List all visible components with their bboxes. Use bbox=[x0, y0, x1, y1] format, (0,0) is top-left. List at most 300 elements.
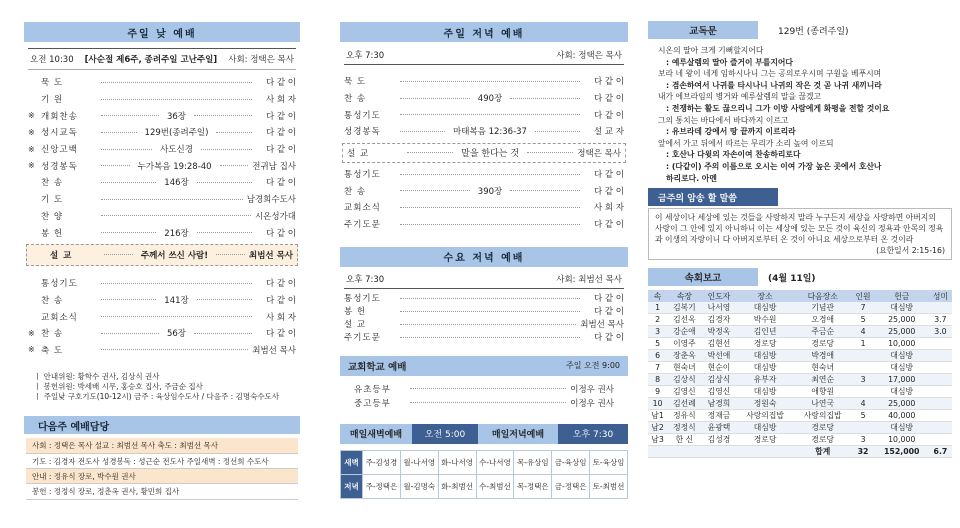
cell-value bbox=[852, 386, 875, 398]
memory-title: 금주의 암송 할 말씀 bbox=[648, 188, 778, 206]
order-person: 다 같 이 bbox=[593, 307, 624, 317]
cell-value: 3 bbox=[852, 374, 875, 386]
service-note: ㅣ 주일낮 구호기도(10-12시) 금주 : 육상임수도사 / 다음주 : 김명숙수도사 bbox=[34, 392, 280, 402]
prayer-cell: 수-최범선 bbox=[476, 474, 514, 498]
order-row bbox=[24, 174, 300, 191]
required-mark: ※ bbox=[28, 127, 35, 137]
cell-value: 김인년 bbox=[736, 326, 794, 338]
responsive-header bbox=[648, 20, 952, 40]
verse-text: 하리로다. 아멘 bbox=[666, 173, 717, 183]
total-label: 합계 bbox=[794, 446, 852, 458]
cell-value: 김성경 bbox=[702, 434, 737, 446]
order-person: 다 같 이 bbox=[265, 228, 296, 239]
cell-value: 10,000 bbox=[875, 338, 929, 350]
order-person: 사 회 자 bbox=[265, 312, 296, 323]
cell-value: 9 bbox=[648, 386, 667, 398]
order-label: 묵 도 bbox=[41, 78, 64, 89]
order-label: 찬 송 bbox=[41, 329, 64, 340]
evening-time: 오후 7:30 bbox=[346, 51, 385, 61]
wednesday-service-title: 수요 저녁 예배 bbox=[340, 247, 628, 267]
next-week-row: 기도 : 김경자 전도사 성경봉독 : 성근순 전도사 주일새벽 : 정선희 수도사 bbox=[26, 454, 298, 469]
order-label: 찬 송 bbox=[344, 94, 367, 105]
leader-line bbox=[648, 115, 952, 127]
prayer-row-head: 새벽 bbox=[341, 450, 363, 474]
cell-value: 1 bbox=[852, 338, 875, 350]
order-person: 사 회 자 bbox=[265, 95, 296, 106]
order-person: 다 같 이 bbox=[265, 145, 297, 156]
cell-value: 박경애 bbox=[794, 350, 852, 362]
cell-value: 대심방 bbox=[875, 386, 929, 398]
service-note: ㅣ 안내위원: 황학수 권사, 김상식 권사 bbox=[34, 372, 160, 382]
responsive-title: 교독문 bbox=[648, 21, 758, 39]
order-label: 주기도문 bbox=[344, 220, 381, 231]
cell-row bbox=[648, 302, 952, 314]
cell-value: 3.7 bbox=[929, 314, 952, 326]
order-person: 다 같 이 bbox=[265, 111, 296, 122]
order-row bbox=[340, 182, 628, 199]
cell-value: 이영주 bbox=[667, 338, 702, 350]
cell-value: 10,000 bbox=[875, 434, 929, 446]
cell-value: 애향원 bbox=[794, 386, 852, 398]
wednesday-order-list bbox=[340, 292, 628, 344]
order-label: 개회찬송 bbox=[41, 111, 78, 122]
school-list bbox=[340, 382, 628, 410]
cell-value: 25,000 bbox=[875, 314, 929, 326]
evening-service-title: 주일 저녁 예배 bbox=[340, 22, 628, 42]
cell-value: 대심방 bbox=[875, 362, 929, 374]
prayer-row bbox=[341, 450, 628, 474]
cell-value bbox=[929, 350, 952, 362]
evening-daily-label: 매일저녁예배 bbox=[478, 424, 558, 444]
evening-sermon-box bbox=[342, 143, 626, 163]
responsive-reading bbox=[648, 45, 952, 184]
order-detail: 마태복음 12:36-37 bbox=[453, 127, 527, 138]
service-note: ㅣ 봉헌위원: 박세배 시무, 홍승호 집사, 주금순 집사 bbox=[34, 382, 203, 392]
cell-header: 인도자 bbox=[702, 290, 737, 302]
order-person: 다 같 이 bbox=[593, 186, 624, 197]
wednesday-host: 사회: 최범선 목사 bbox=[556, 274, 622, 285]
order-label: 묵 도 bbox=[344, 77, 367, 88]
right-column bbox=[648, 0, 952, 528]
cell-value: 대심방 bbox=[736, 302, 794, 314]
cell-value: 김현선 bbox=[702, 338, 737, 350]
next-week-row: 봉헌 : 정정식 장로, 정춘옥 권사, 황민희 집사 bbox=[26, 484, 298, 499]
order-row bbox=[24, 325, 300, 342]
prayer-cell: 화-최범선 bbox=[438, 474, 476, 498]
cell-value bbox=[852, 422, 875, 434]
cell-value: 2 bbox=[648, 314, 667, 326]
total-rice: 6.7 bbox=[929, 446, 952, 458]
prayer-cell: 토-최범선 bbox=[590, 474, 628, 498]
cell-value bbox=[929, 398, 952, 410]
order-row bbox=[24, 224, 300, 241]
cell-value: 나연국 bbox=[794, 398, 852, 410]
response-line bbox=[648, 80, 952, 92]
evening-host: 사회: 정택은 목사 bbox=[556, 51, 622, 61]
order-label: 통성기도 bbox=[344, 110, 381, 121]
order-detail: 390장 bbox=[477, 186, 503, 197]
sunday-time: 오전 10:30 bbox=[30, 55, 74, 65]
cell-value: 김경자 bbox=[702, 314, 737, 326]
order-row bbox=[340, 166, 628, 183]
cell-value: 8 bbox=[648, 374, 667, 386]
response-line bbox=[648, 103, 952, 115]
order-person: 이정우 권사 bbox=[570, 384, 614, 395]
cell-value: 김선옥 bbox=[667, 314, 702, 326]
order-row bbox=[340, 199, 628, 216]
order-person: 설 교 자 bbox=[593, 127, 624, 138]
cell-value: 박정옥 bbox=[702, 326, 737, 338]
prayer-cell: 금-정택은 bbox=[552, 474, 590, 498]
order-row bbox=[24, 208, 300, 225]
response-line bbox=[648, 173, 952, 185]
cell-value: 김영신 bbox=[702, 386, 737, 398]
cell-value: 대심방 bbox=[875, 350, 929, 362]
next-week-table bbox=[26, 438, 298, 500]
order-row bbox=[24, 74, 300, 91]
cell-report-table bbox=[648, 290, 952, 458]
cell-value: 주금순 bbox=[794, 326, 852, 338]
cell-row bbox=[648, 362, 952, 374]
school-title: 교회학교 예배 bbox=[348, 361, 407, 373]
verse-text: : (다같이) 주의 이름으로 오시는 이여 가장 높은 곳에서 호산나 bbox=[666, 161, 882, 171]
prayer-cell: 목-유상임 bbox=[514, 450, 552, 474]
required-mark: ※ bbox=[28, 111, 35, 121]
prayer-row-head: 저녁 bbox=[341, 474, 363, 498]
verse-text: : 호산나 다윗의 자손이여 찬송하리로다 bbox=[666, 150, 801, 160]
verse-text: : 예루살렘의 딸아 즐거이 부를지어다 bbox=[666, 57, 793, 67]
order-row bbox=[340, 382, 628, 396]
cell-report-header bbox=[648, 268, 952, 286]
order-detail: 누가복음 19:28-40 bbox=[137, 161, 212, 172]
cell-value: 경로당 bbox=[794, 338, 852, 350]
prayer-cell: 월-나서영 bbox=[400, 450, 438, 474]
cell-value: 10 bbox=[648, 398, 667, 410]
leader-line bbox=[648, 91, 952, 103]
order-person: 다 같 이 bbox=[265, 295, 296, 306]
cell-row bbox=[648, 410, 952, 422]
cell-value: 4 bbox=[852, 398, 875, 410]
order-label: 교회소식 bbox=[41, 312, 78, 323]
order-row bbox=[24, 107, 300, 124]
order-row bbox=[340, 216, 628, 233]
order-label: 기 도 bbox=[41, 195, 64, 206]
order-label: 주기도문 bbox=[344, 333, 381, 343]
cell-header: 헌금 bbox=[875, 290, 929, 302]
cell-value bbox=[929, 410, 952, 422]
order-person: 다 같 이 bbox=[593, 94, 624, 105]
memory-text: 이 세상이나 세상에 있는 것들을 사랑하지 말라 누구든지 세상을 사랑하면 아버지의 사랑이 그 안에 있지 아니하니 이는 세상에 있는 모든 것이 육신의 정욕과 안목의 정욕과 이생의 자랑이니 다 아버지로부터 온 것이 아니요 세상으로부터 온 것이라 bbox=[655, 213, 944, 245]
memory-box bbox=[648, 208, 952, 260]
cell-value: 오경애 bbox=[794, 314, 852, 326]
required-mark: ※ bbox=[28, 144, 35, 154]
order-row bbox=[24, 157, 300, 174]
verse-text: 내가 에브라임의 병거와 예루살렘의 말을 끊겠고 bbox=[658, 92, 822, 102]
sunday-sermon-box bbox=[26, 244, 298, 266]
order-person: 다 같 이 bbox=[593, 110, 624, 121]
prayer-row bbox=[341, 474, 628, 498]
order-row bbox=[340, 123, 628, 140]
response-line bbox=[648, 149, 952, 161]
order-label: 기 원 bbox=[41, 95, 64, 106]
cell-value: 현순이 bbox=[702, 362, 737, 374]
prayer-cell: 주-정택은 bbox=[363, 474, 401, 498]
order-person: 시온성가대 bbox=[254, 211, 296, 222]
prayer-cell: 목-정택은 bbox=[514, 474, 552, 498]
evening-daily-time: 오후 7:30 bbox=[558, 424, 628, 444]
verse-text: : 유브라데 강에서 땅 끝까지 이르리라 bbox=[666, 127, 796, 137]
order-detail: 129번(종려주일) bbox=[144, 128, 209, 139]
order-detail: 36장 bbox=[166, 111, 187, 122]
order-detail: 490장 bbox=[477, 94, 503, 105]
sermon-label: 설 교 bbox=[50, 250, 73, 261]
order-person: 다 같 이 bbox=[265, 128, 297, 139]
cell-value: 김상식 bbox=[667, 374, 702, 386]
cell-value: 경로당 bbox=[736, 338, 794, 350]
sunday-column bbox=[24, 0, 300, 528]
cell-value: 5 bbox=[852, 410, 875, 422]
order-label: 찬 양 bbox=[41, 211, 64, 222]
total-people: 32 bbox=[852, 446, 875, 458]
cell-value: 정재금 bbox=[702, 410, 737, 422]
cell-row bbox=[648, 350, 952, 362]
order-person: 다 같 이 bbox=[593, 220, 624, 231]
order-row bbox=[340, 396, 628, 410]
cell-value: 경로당 bbox=[794, 422, 852, 434]
memory-ref: (요한일서 2:15-16) bbox=[876, 246, 945, 256]
cell-row bbox=[648, 326, 952, 338]
leader-line bbox=[648, 68, 952, 80]
cell-value bbox=[852, 362, 875, 374]
required-mark: ※ bbox=[28, 345, 35, 355]
cell-value: 남경희 bbox=[702, 398, 737, 410]
prayer-cell: 화-나서영 bbox=[438, 450, 476, 474]
order-row bbox=[340, 73, 628, 90]
wednesday-time: 오후 7:30 bbox=[346, 274, 385, 285]
cell-report-date: (4월 11일) bbox=[768, 273, 816, 284]
order-label: 통성기도 bbox=[344, 170, 381, 181]
cell-value: 정유식 bbox=[667, 410, 702, 422]
cell-header: 속장 bbox=[667, 290, 702, 302]
cell-row bbox=[648, 422, 952, 434]
response-line bbox=[648, 161, 952, 173]
order-person: 다 같 이 bbox=[593, 170, 624, 181]
order-detail: 141장 bbox=[164, 295, 189, 306]
cell-value: 3 bbox=[852, 434, 875, 446]
order-label: 찬 송 bbox=[344, 186, 367, 197]
cell-row bbox=[648, 338, 952, 350]
daily-prayer-header bbox=[340, 424, 628, 444]
cell-value bbox=[929, 386, 952, 398]
order-detail: 사도신경 bbox=[160, 145, 193, 156]
sunday-order-list bbox=[24, 74, 300, 241]
order-label: 찬 송 bbox=[41, 178, 64, 189]
order-row bbox=[24, 292, 300, 309]
order-row bbox=[24, 124, 300, 141]
evening-sermon-label: 설 교 bbox=[347, 148, 370, 159]
responsive-number: 129번 (종려주일) bbox=[778, 26, 849, 37]
order-label: 찬 송 bbox=[41, 295, 64, 306]
response-line bbox=[648, 57, 952, 69]
response-line bbox=[648, 126, 952, 138]
cell-value: 유부자 bbox=[736, 374, 794, 386]
dawn-label: 매일새벽예배 bbox=[340, 424, 412, 444]
order-row bbox=[24, 308, 300, 325]
cell-value: 40,000 bbox=[875, 410, 929, 422]
cell-value: 기념관 bbox=[794, 302, 852, 314]
cell-row bbox=[648, 398, 952, 410]
cell-value bbox=[929, 374, 952, 386]
order-label: 설 교 bbox=[344, 320, 367, 330]
prayer-cell: 주-김성경 bbox=[363, 450, 401, 474]
next-week-row: 사회 : 정택은 목사 설교 : 최범선 목사 축도 : 최범선 목사 bbox=[26, 438, 298, 453]
order-person: 최범선 목사 bbox=[580, 320, 624, 330]
order-label: 유초등부 bbox=[354, 384, 391, 395]
cell-row bbox=[648, 434, 952, 446]
cell-value: 25,000 bbox=[875, 398, 929, 410]
cell-row bbox=[648, 386, 952, 398]
cell-value bbox=[929, 362, 952, 374]
cell-value: 남3 bbox=[648, 434, 667, 446]
cell-value bbox=[929, 434, 952, 446]
cell-value: 5 bbox=[648, 338, 667, 350]
school-time: 주일 오전 9:00 bbox=[566, 361, 620, 370]
cell-value: 박수원 bbox=[736, 314, 794, 326]
cell-value: 3.0 bbox=[929, 326, 952, 338]
order-row bbox=[340, 106, 628, 123]
order-detail: 146장 bbox=[164, 178, 189, 189]
order-label: 봉 헌 bbox=[41, 228, 64, 239]
cell-value: 정정식 bbox=[667, 422, 702, 434]
order-label: 통성기도 bbox=[41, 279, 78, 290]
school-header bbox=[340, 356, 628, 376]
cell-value bbox=[929, 302, 952, 314]
next-week-row: 안내 : 정유식 장로, 박수원 권사 bbox=[26, 469, 298, 484]
evening-sermon-title: 말을 한다는 것 bbox=[461, 149, 520, 160]
cell-value: 윤광택 bbox=[702, 422, 737, 434]
order-label: 성시교독 bbox=[41, 128, 78, 139]
cell-value: 7 bbox=[852, 302, 875, 314]
cell-value: 대심방 bbox=[736, 422, 794, 434]
evening-sermon-preacher: 정택은 목사 bbox=[577, 148, 621, 159]
order-person: 다 같 이 bbox=[593, 77, 624, 88]
order-person: 최범선 목사 bbox=[252, 345, 296, 356]
cell-report-title: 속회보고 bbox=[648, 268, 758, 286]
prayer-cell: 수-나서영 bbox=[476, 450, 514, 474]
verse-text: 그의 통치는 바다에서 바다까지 이르고 bbox=[658, 115, 789, 125]
cell-header: 성미 bbox=[929, 290, 952, 302]
cell-value: 대심방 bbox=[875, 422, 929, 434]
order-label: 성경봉독 bbox=[344, 127, 381, 138]
cell-value: 4 bbox=[852, 326, 875, 338]
required-mark: ※ bbox=[28, 328, 35, 338]
order-person: 남경희수도사 bbox=[246, 195, 296, 206]
cell-value: 박선애 bbox=[702, 350, 737, 362]
sunday-order-list-2 bbox=[24, 275, 300, 358]
cell-header: 장소 bbox=[736, 290, 794, 302]
cell-value: 장춘옥 bbox=[667, 350, 702, 362]
cell-value: 김영신 bbox=[667, 386, 702, 398]
cell-value: 최연순 bbox=[794, 374, 852, 386]
order-label: 성경봉독 bbox=[41, 161, 78, 172]
cell-value: 대심방 bbox=[736, 350, 794, 362]
order-label: 중고등부 bbox=[354, 398, 391, 409]
cell-value: 1 bbox=[648, 302, 667, 314]
order-row bbox=[340, 305, 628, 318]
order-row bbox=[24, 342, 300, 359]
order-label: 신앙고백 bbox=[41, 145, 78, 156]
cell-value: 대심방 bbox=[875, 302, 929, 314]
cell-value bbox=[929, 422, 952, 434]
order-label: 봉 헌 bbox=[344, 307, 367, 317]
order-person: 다 같 이 bbox=[593, 294, 624, 304]
cell-value: 강순애 bbox=[667, 326, 702, 338]
order-person: 다 같 이 bbox=[265, 78, 296, 89]
cell-value: 남2 bbox=[648, 422, 667, 434]
verse-text: : 겸손하여서 나귀를 타시나니 나귀의 작은 것 곧 나귀 새끼니라 bbox=[666, 80, 882, 90]
order-row bbox=[340, 292, 628, 305]
cell-value: 남1 bbox=[648, 410, 667, 422]
cell-value: 6 bbox=[648, 350, 667, 362]
leader-line bbox=[648, 45, 952, 57]
verse-text: : 전쟁하는 활도 끊으리니 그가 이방 사람에게 화평을 전할 것이요 bbox=[666, 103, 890, 113]
verse-text: 보라 네 왕이 네게 임하시나니 그는 공의로우시며 구원을 베푸시며 bbox=[658, 69, 882, 79]
cell-value: 5 bbox=[852, 314, 875, 326]
order-person: 이정우 권사 bbox=[570, 398, 614, 409]
cell-value: 17,000 bbox=[875, 374, 929, 386]
order-detail: 56장 bbox=[166, 329, 187, 340]
daily-prayer-table bbox=[340, 450, 628, 499]
prayer-cell: 금-육상임 bbox=[552, 450, 590, 474]
next-week-title: 다음주 예배담당 bbox=[24, 416, 300, 434]
evening-order-list bbox=[340, 73, 628, 140]
cell-value: 경로당 bbox=[794, 434, 852, 446]
verse-text: 앞에서 가고 뒤에서 따르는 무리가 소리 높여 이르되 bbox=[658, 138, 834, 148]
cell-header: 속 bbox=[648, 290, 667, 302]
leader-line bbox=[648, 138, 952, 150]
order-row bbox=[340, 331, 628, 344]
cell-value bbox=[852, 350, 875, 362]
evening-order-list-2 bbox=[340, 166, 628, 233]
cell-value: 김상식 bbox=[702, 374, 737, 386]
sunday-service-title: 주일 낮 예배 bbox=[24, 22, 300, 42]
order-row bbox=[24, 91, 300, 108]
cell-value: 현숙녀 bbox=[667, 362, 702, 374]
cell-row bbox=[648, 374, 952, 386]
cell-value: 경로당 bbox=[736, 434, 794, 446]
order-label: 축 도 bbox=[41, 345, 64, 356]
cell-row bbox=[648, 314, 952, 326]
order-person: 다 같 이 bbox=[593, 333, 624, 343]
order-row bbox=[24, 141, 300, 158]
cell-total-row bbox=[648, 446, 952, 458]
order-label: 통성기도 bbox=[344, 294, 381, 304]
prayer-cell: 토-육상임 bbox=[590, 450, 628, 474]
prayer-cell: 월-김명숙 bbox=[400, 474, 438, 498]
cell-value: 25,000 bbox=[875, 326, 929, 338]
cell-value: 김선례 bbox=[667, 398, 702, 410]
sunday-notes bbox=[24, 372, 300, 402]
verse-text: 시온의 딸아 크게 기뻐할지어다 bbox=[658, 46, 764, 55]
cell-header: 다음장소 bbox=[794, 290, 852, 302]
order-person: 사 회 자 bbox=[593, 203, 624, 214]
cell-header-row bbox=[648, 290, 952, 302]
cell-value: 사랑의집밥 bbox=[794, 410, 852, 422]
cell-value: 한 신 bbox=[667, 434, 702, 446]
required-mark: ※ bbox=[28, 161, 35, 171]
order-person: 다 같 이 bbox=[265, 279, 296, 290]
sermon-preacher: 최범선 목사 bbox=[249, 250, 294, 261]
